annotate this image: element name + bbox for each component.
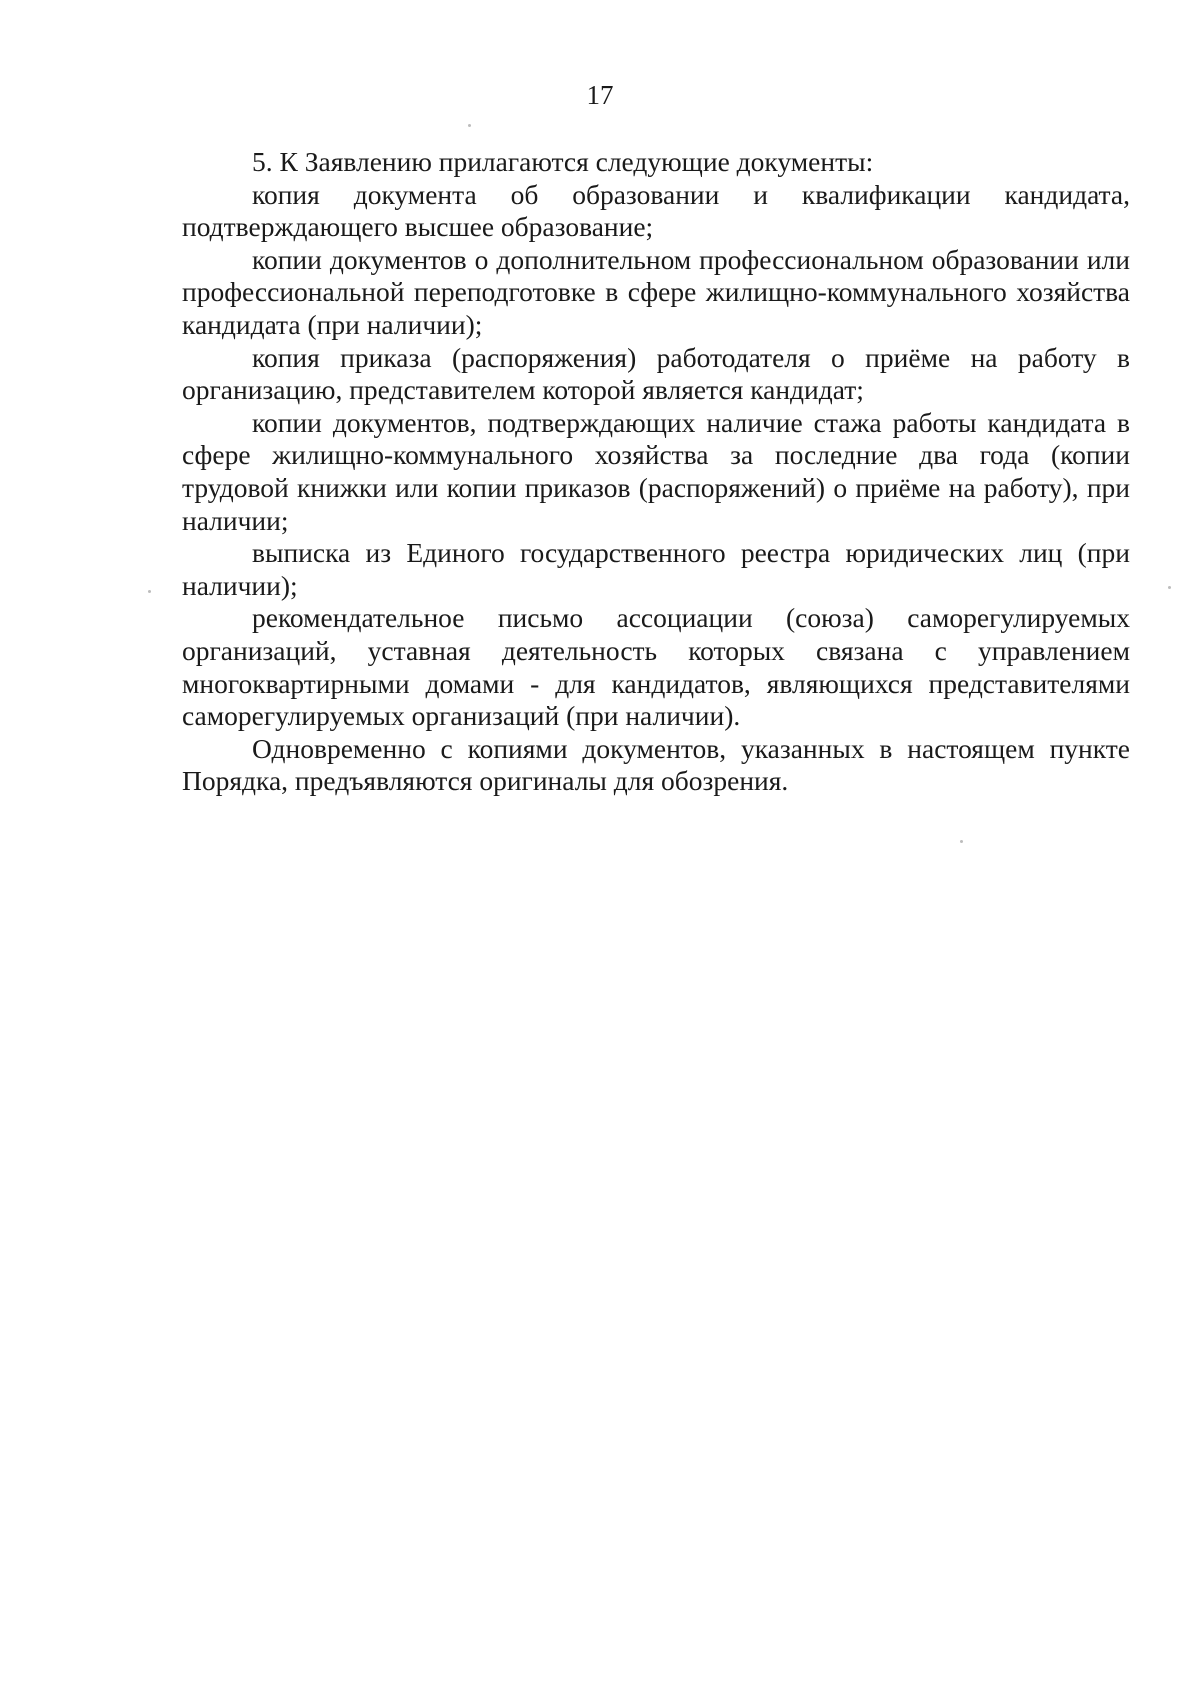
paragraph-item-work-experience: копии документов, подтверждающих наличие стажа работы кандидата в сфере жилищно-коммунального хозяйства за последние два года (копии трудовой книжки или копии приказов (распоряжений) о приёме на работу), при наличии; xyxy=(182,406,1130,536)
scan-speck xyxy=(1168,586,1171,589)
paragraph-item-intro: 5. К Заявлению прилагаются следующие документы: xyxy=(252,146,874,177)
scan-speck xyxy=(468,124,471,127)
paragraph-item-education-copy: копия документа об образовании и квалификации кандидата, подтверждающего высшее образование; xyxy=(182,178,1130,243)
scan-speck xyxy=(960,840,963,843)
paragraph-item-registry-extract: выписка из Единого государственного реестра юридических лиц (при наличии); xyxy=(182,537,1130,601)
page-number: 17 xyxy=(586,80,614,110)
paragraph-item-additional-education: копии документов о дополнительном профессиональном образовании или профессиональной переподготовке в сфере жилищно-коммунального хозяйства кандидата (при наличии); xyxy=(182,243,1130,340)
scan-speck xyxy=(148,590,151,593)
document-body xyxy=(182,146,1130,798)
paragraph-item-originals: Одновременно с копиями документов, указанных в настоящем пункте Порядка, предъявляются оригиналы для обозрения. xyxy=(182,732,1130,797)
paragraph-item-recommendation-letter: рекомендательное письмо ассоциации (союза) саморегулируемых организаций, уставная деятельность которых связана с управлением многоквартирными домами - для кандидатов, являющихся представителями саморегулируемых организаций (при наличии). xyxy=(182,602,1130,732)
paragraph-item-employment-order: копия приказа (распоряжения) работодателя о приёме на работу в организацию, представителем которой является кандидат; xyxy=(182,341,1130,406)
